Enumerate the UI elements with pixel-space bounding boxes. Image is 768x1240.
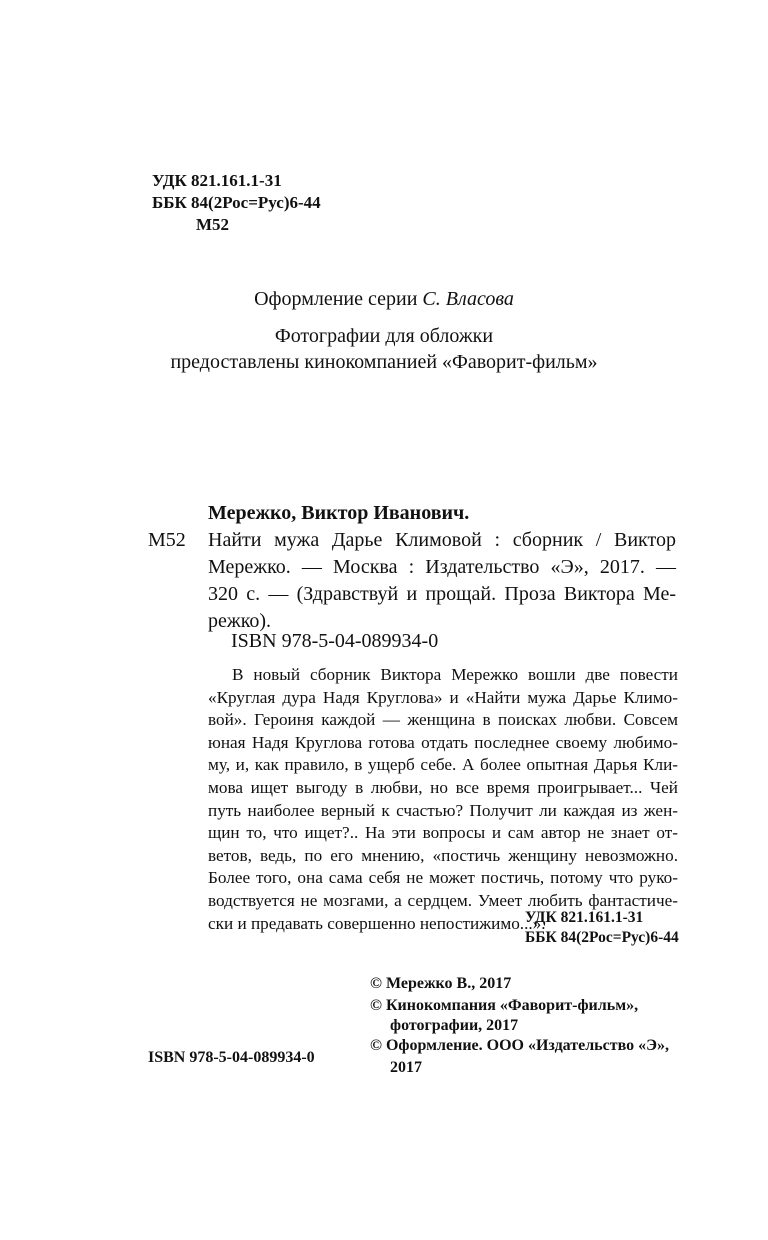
author-heading: Мережко, Виктор Иванович.: [208, 502, 470, 524]
annotation-line: «Круглая дура Надя Круглова» и «Найти мужа Дарье Климо-: [208, 687, 678, 707]
bib-line: Найти мужа Дарье Климовой : сборник / Виктор: [208, 529, 676, 551]
series-designer-name: С. Власова: [422, 288, 514, 310]
annotation-line: щин то, что ищет?.. На эти вопросы и сам автор не знает от-: [208, 823, 678, 843]
photos-credit-line1: Фотографии для обложки: [274, 325, 494, 347]
annotation-line: Более того, она сама себя не может постичь, потому что руко-: [208, 868, 678, 888]
series-design-credit: [0, 288, 768, 311]
annotation-line: му, и, как правило, в ущерб себе. А более опытная Дарья Кли-: [208, 755, 678, 775]
photos-credit-line2: предоставлены кинокомпанией «Фаворит-фильм»: [170, 351, 598, 373]
udk-code: УДК 821.161.1-31: [152, 171, 282, 190]
annotation-bbk: ББК 84(2Рос=Рус)6-44: [525, 929, 679, 946]
annotation-line: путь наиболее верный к счастью? Получит ли каждая из жен-: [208, 800, 678, 820]
series-design-prefix: Оформление серии: [254, 288, 423, 310]
copyright-design: © Оформление. ООО «Издательство «Э»,: [370, 1037, 669, 1054]
bib-author-mark: М52: [148, 529, 186, 551]
annotation: [208, 664, 678, 935]
annotation-line: В новый сборник Виктора Мережко вошли две повести: [232, 665, 678, 684]
bib-line: 320 с. — (Здравствуй и прощай. Проза Виктора Ме-: [208, 583, 676, 605]
bib-isbn: ISBN 978-5-04-089934-0: [231, 630, 439, 652]
annotation-line: вой». Героиня каждой — женщина в поисках любви. Совсем: [208, 710, 678, 730]
bib-line: Мережко. — Москва : Издательство «Э», 2017. —: [208, 556, 676, 578]
annotation-line: ветов, ведь, по его мнению, «постичь женщину невозможно.: [208, 845, 678, 865]
annotation-line: ски и предавать совершенно непостижимо...».: [208, 913, 546, 933]
copyright-film-company-cont: фотографии, 2017: [390, 1017, 519, 1034]
copyright-design-year: 2017: [390, 1059, 422, 1076]
copyright-author: © Мережко В., 2017: [370, 975, 512, 992]
bib-description: [208, 527, 676, 635]
annotation-line: мова ищет выгоду в любви, но все время проигрывает... Чей: [208, 777, 678, 797]
annotation-line: юная Надя Круглова готова отдать последнее своему любимо-: [208, 732, 678, 752]
copyright-film-company: © Кинокомпания «Фаворит-фильм»,: [370, 997, 639, 1014]
annotation-line: водствуется не мозгами, а сердцем. Умеет любить фантастиче-: [208, 890, 678, 910]
bib-line: режко).: [208, 610, 272, 632]
annotation-udk: УДК 821.161.1-31: [525, 909, 644, 926]
footer-isbn: ISBN 978-5-04-089934-0: [148, 1049, 315, 1066]
author-mark: М52: [196, 215, 230, 234]
bbk-code: ББК 84(2Рос=Рус)6-44: [152, 193, 321, 212]
